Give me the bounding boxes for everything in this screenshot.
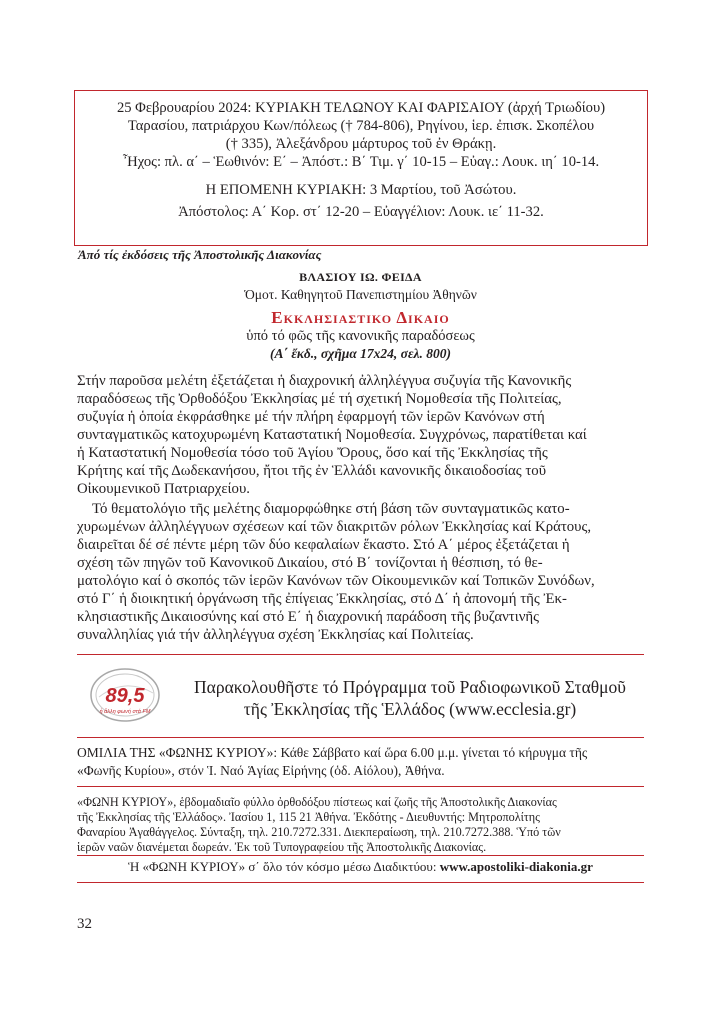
web-prefix: Ἡ «ΦΩΝΗ ΚΥΡΙΟΥ» σ΄ ὅλο τόν κόσμο μέσω Διαδικτύου: [128,859,440,874]
logo-slogan: ἡ ἄλλη φωνή στά FM [99,709,151,715]
imprint-line-3: Φαναρίου Ἀγαθάγγελος. Σύνταξη, τηλ. 210.7272.331. Διεκπεραίωση, τηλ. 210.7272.388. Ὑπό τῶν [77,825,561,839]
publisher-label: Ἀπό τίς ἐκδόσεις τῆς Ἀποστολικῆς Διακονίας [78,247,322,262]
description-line: διαιρεῖται δέ σέ πέντε μέρη τῶν δύο κεφαλαίων ἕκαστο. Στό Α΄ μέρος ἐξετάζεται ἡ [77,537,570,553]
author-title: Ὁμοτ. Καθηγητοῦ Πανεπιστημίου Ἀθηνῶν [244,287,477,302]
divider [77,737,644,738]
calendar-line-4: Ἦχος: πλ. α΄ – Ἑωθινόν: Ε΄ – Ἀπόστ.: Β΄ Τιμ. γ΄ 10-15 – Εὐαγ.: Λουκ. ιη΄ 10-14. [122,154,600,170]
description-line: ἡ Καταστατική Νομοθεσία τόσο τοῦ Ἁγίου Ὄρους, ὅσο καί τῆς Ἐκκλησίας τῆς [77,445,548,461]
description-line: σχέση τῶν πηγῶν τοῦ Κανονικοῦ Δικαίου, στό Β΄ τονίζονται ἡ θέσπιση, τό θε- [77,555,543,571]
description-line: στό Γ΄ ἡ διοικητική ὀργάνωση τῆς ἐπίγειας Ἐκκλησίας, στό Δ΄ ἡ ἀπονομή τῆς Ἐκ- [77,591,567,607]
imprint-line-2: τῆς Ἐκκλησίας τῆς Ἑλλάδος». Ἰασίου 1, 115 21 Ἀθήνα. Ἐκδότης - Διευθυντής: Μητροπολίτης [77,810,540,824]
page-number: 32 [77,916,92,932]
description-line: συνταγματικῶς κατοχυρωμένη Καταστατική Νομοθεσία. Συγχρόνως, παρατίθεται καί [77,427,587,443]
description-line: Τό θεματολόγιο τῆς μελέτης διαμορφώθηκε στή βάση τῶν συνταγματικῶς κατο- [92,501,570,517]
calendar-line-2: Ταρασίου, πατριάρχου Κων/πόλεως († 784-806), Ρηγίνου, ἱερ. ἐπισκ. Σκοπέλου [127,118,595,134]
website-link[interactable]: www.apostoliki-diakonia.gr [439,859,593,874]
description-line: χυρωμένων ἀλληλέγγυων σχέσεων καί τῶν διακριτῶν ρόλων Ἐκκλησίας καί Κράτους, [77,519,592,535]
description-line: Οἰκουμενικοῦ Πατριαρχείου. [77,481,250,497]
book-title: Εκκλησιαστικο Δικαιο [271,308,450,327]
description-line: συζυγία ἡ ὁποία ἐκφράσθηκε μέ τήν πλήρη ἐφαρμογή τῶν ἱερῶν Κανόνων στή [77,409,545,425]
calendar-box [74,90,648,246]
description-line: Στήν παροῦσα μελέτη ἐξετάζεται ἡ διαχρονική ἀλληλέγγυα συζυγία τῆς Κανονικῆς [77,373,572,389]
radio-line-2: τῆς Ἐκκλησίας τῆς Ἑλλάδος (www.ecclesia.gr) [243,699,577,719]
imprint-line-1: «ΦΩΝΗ ΚΥΡΙΟΥ», ἑβδομαδιαῖο φύλλο ὀρθοδόξου πίστεως καί ζωῆς τῆς Ἀποστολικῆς Διακονίας [77,795,557,809]
radio-station-logo [89,667,161,723]
web-line [0,859,721,875]
divider [77,882,644,883]
book-subtitle: ὑπό τό φῶς τῆς κανονικῆς παραδόσεως [246,328,475,344]
description-line: κλησιαστικῆς Δικαιοσύνης καί στό Ε΄ ἡ διαχρονική παράδοση τῆς βυζαντινῆς [77,609,540,625]
logo-frequency: 89,5 [105,685,145,707]
divider [77,855,644,856]
imprint-line-4: ἱερῶν ναῶν διανέμεται δωρεάν. Ἐκ τοῦ Τυπογραφείου τῆς Ἀποστολικῆς Διακονίας. [77,840,487,854]
description-line: Κρήτης καί τῆς Δωδεκανήσου, ἤτοι τῆς ἐν Ἑλλάδι κανονικῆς δικαιοδοσίας τοῦ [77,463,547,479]
divider [77,654,644,655]
divider [77,786,644,787]
sermon-line-2: «Φωνῆς Κυρίου», στόν Ἱ. Ναό Ἁγίας Εἰρήνης (ὁδ. Αἰόλου), Ἀθήνα. [77,763,445,778]
description-line: παραδόσεως τῆς Ὀρθοδόξου Ἐκκλησίας μέ τή σχετική Νομοθεσία τῆς Πολιτείας, [77,391,562,407]
description-line: ματολόγιο καί ὁ σκοπός τῶν ἱερῶν Κανόνων τῶν Οἰκουμενικῶν καί Τοπικῶν Συνόδων, [77,573,595,589]
description-line: συναλληλίας γιά τήν ἀλληλέγγυα σχέση Ἐκκλησίας καί Πολιτείας. [77,627,474,643]
sermon-line-1: ΟΜΙΛΙΑ ΤΗΣ «ΦΩΝΗΣ ΚΥΡΙΟΥ»: Κάθε Σάββατο καί ὥρα 6.00 μ.μ. γίνεται τό κήρυγμα τῆς [77,745,588,760]
radio-line-1: Παρακολουθῆστε τό Πρόγραμμα τοῦ Ραδιοφωνικοῦ Σταθμοῦ [194,677,626,697]
author-name: ΒΛΑΣΙΟΥ ΙΩ. ΦΕΙΔΑ [299,270,422,284]
calendar-line-3: († 335), Ἀλεξάνδρου μάρτυρος τοῦ ἐν Θράκῃ. [225,136,497,152]
calendar-line-1: 25 Φεβρουαρίου 2024: ΚΥΡΙΑΚΗ ΤΕΛΩΝΟΥ ΚΑΙ ΦΑΡΙΣΑΙΟΥ (ἀρχή Τριωδίου) [116,100,606,116]
book-edition: (Α΄ ἔκδ., σχῆμα 17x24, σελ. 800) [270,346,451,361]
calendar-line-6: Ἀπόστολος: Α΄ Κορ. στ΄ 12-20 – Εὐαγγέλιον: Λουκ. ιε΄ 11-32. [178,204,544,220]
calendar-line-5: Η ΕΠΟΜΕΝΗ ΚΥΡΙΑΚΗ: 3 Μαρτίου, τοῦ Ἀσώτου. [205,182,517,198]
